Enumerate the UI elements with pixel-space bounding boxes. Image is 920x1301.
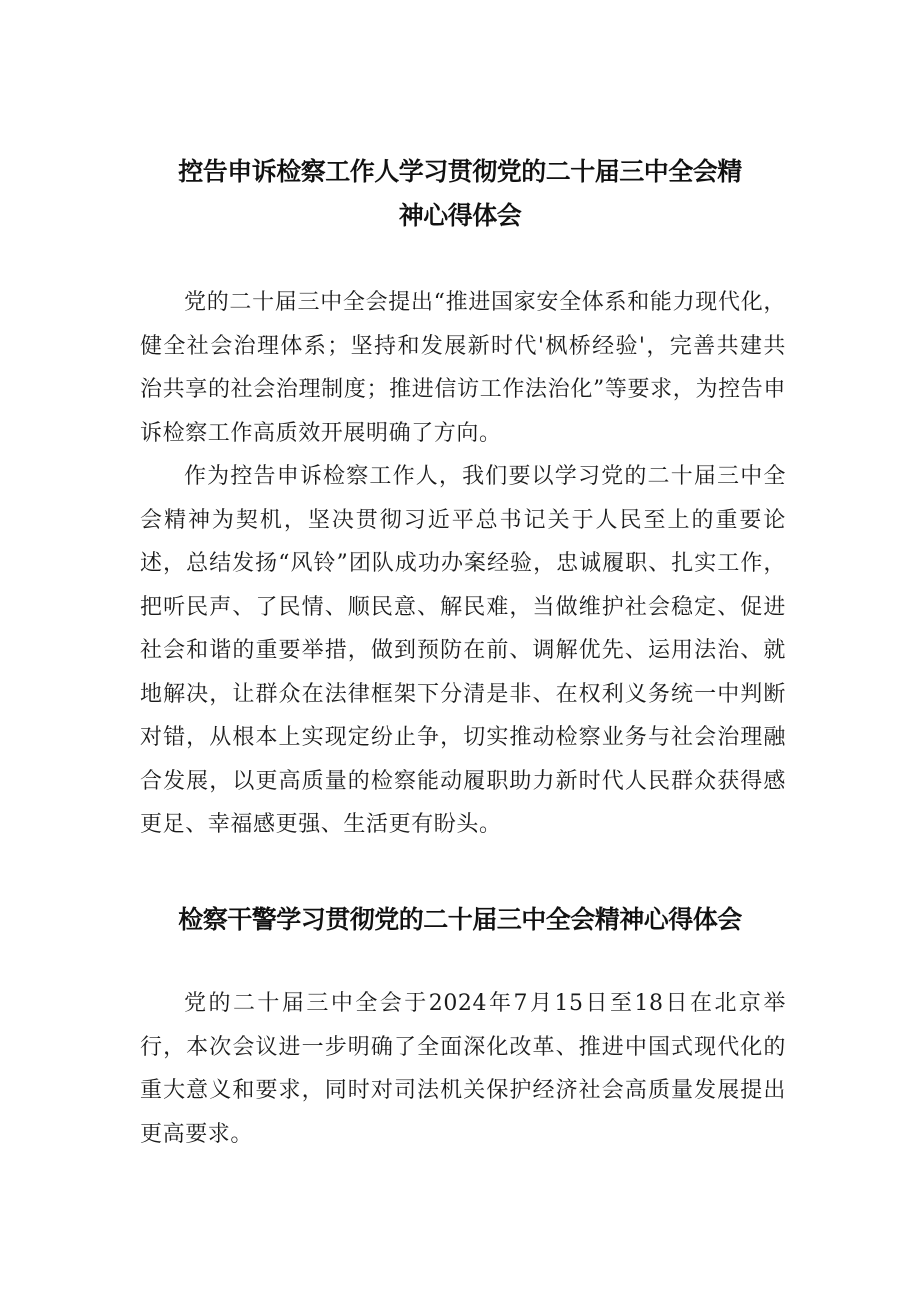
article-1-paragraph-1: 党的二十届三中全会提出“推进国家安全体系和能力现代化，健全社会治理体系；坚持和发展新时代'枫桥经验'，完善共建共治共享的社会治理制度；推进信访工作法治化”等要求，为控告申诉检察工作高质效开展明确了方向。: [140, 290, 786, 446]
article-2-title: 检察干警学习贯彻党的二十届三中全会精神心得体会: [178, 905, 742, 934]
article-2-paragraph-1: 党的二十届三中全会于2024年7月15日至18日在北京举行，本次会议进一步明确了全面深化改革、推进中国式现代化的重大意义和要求，同时对司法机关保护经济社会高质量发展提出更高要求。: [140, 991, 786, 1147]
article-1-title-line-1: 控告申诉检察工作人学习贯彻党的二十届三中全会精: [178, 157, 742, 186]
article-1-title: [140, 150, 780, 238]
article-1-title-line-2: 神心得体会: [398, 201, 522, 230]
article-1-paragraph-2: 作为控告申诉检察工作人，我们要以学习党的二十届三中全会精神为契机，坚决贯彻习近平总书记关于人民至上的重要论述，总结发扬“风铃”团队成功办案经验，忠诚履职、扎实工作，把听民声、了民情、顺民意、解民难，当做维护社会稳定、促进社会和谐的重要举措，做到预防在前、调解优先、运用法治、就地解决，让群众在法律框架下分清是非、在权利义务统一中判断对错，从根本上实现定纷止争，切实推动检察业务与社会治理融合发展，以更高质量的检察能动履职助力新时代人民群众获得感更足、幸福感更强、生活更有盼头。: [140, 464, 786, 837]
